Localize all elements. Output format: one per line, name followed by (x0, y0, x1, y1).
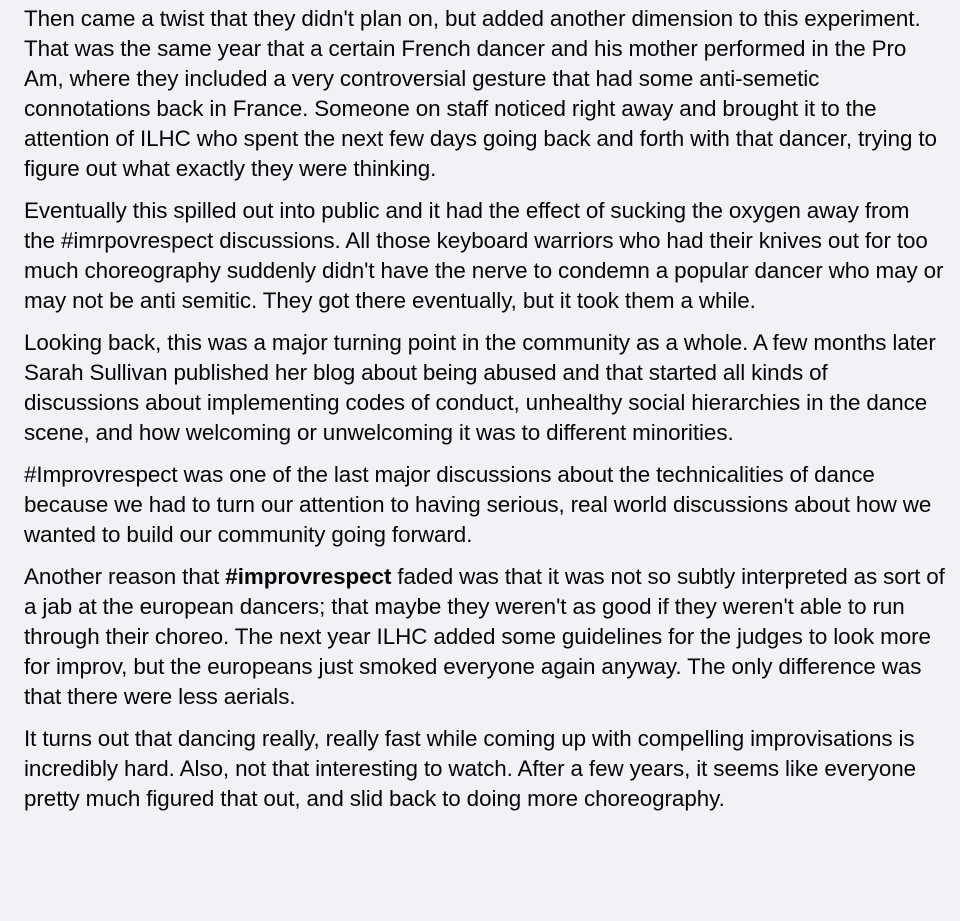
post-paragraph-1: Then came a twist that they didn't plan on, but added another dimension to this experiment. That was the same year that a certain French dancer and his mother performed in the Pro Am, where they included a very controversial gesture that had some anti-semetic connotations back in France. Someone on staff noticed right away and brought it to the attention of ILHC who spent the next few days going back and forth with that dancer, trying to figure out what exactly they were thinking. (24, 6, 937, 181)
post-paragraph-5 (24, 562, 946, 712)
paragraph-text-after-hashtag: faded was that it was not so subtly interpreted as sort of a jab at the european dancers; that maybe they weren't as good if they weren't able to run through their choreo. The next year ILHC added some guidelines for the judges to look more for improv, but the europeans just smoked everyone again anyway. The only difference was that there were less aerials. (24, 564, 945, 709)
post-paragraph-6: It turns out that dancing really, really fast while coming up with compelling improvisations is incredibly hard. Also, not that interesting to watch. After a few years, it seems like everyone pretty much figured that out, and slid back to doing more choreography. (24, 726, 917, 811)
paragraph-text-before-hashtag: Another reason that (24, 564, 226, 589)
post-paragraph-2: Eventually this spilled out into public and it had the effect of sucking the oxygen away from the #imrpovrespect discussions. All those keyboard warriors who had their knives out for too much choreography suddenly didn't have the nerve to condemn a popular dancer who may or may not be anti semitic. They got there eventually, but it took them a while. (24, 198, 944, 313)
post-paragraph-4: #Improvrespect was one of the last major discussions about the technicalities of dance because we had to turn our attention to having serious, real world discussions about how we wanted to build our community going forward. (24, 462, 932, 547)
hashtag-improvrespect-link[interactable]: #improvrespect (225, 564, 392, 589)
post-paragraph-3: Looking back, this was a major turning point in the community as a whole. A few months later Sarah Sullivan published her blog about being abused and that started all kinds of discussions about implementing codes of conduct, unhealthy social hierarchies in the dance scene, and how welcoming or unwelcoming it was to different minorities. (24, 330, 936, 445)
